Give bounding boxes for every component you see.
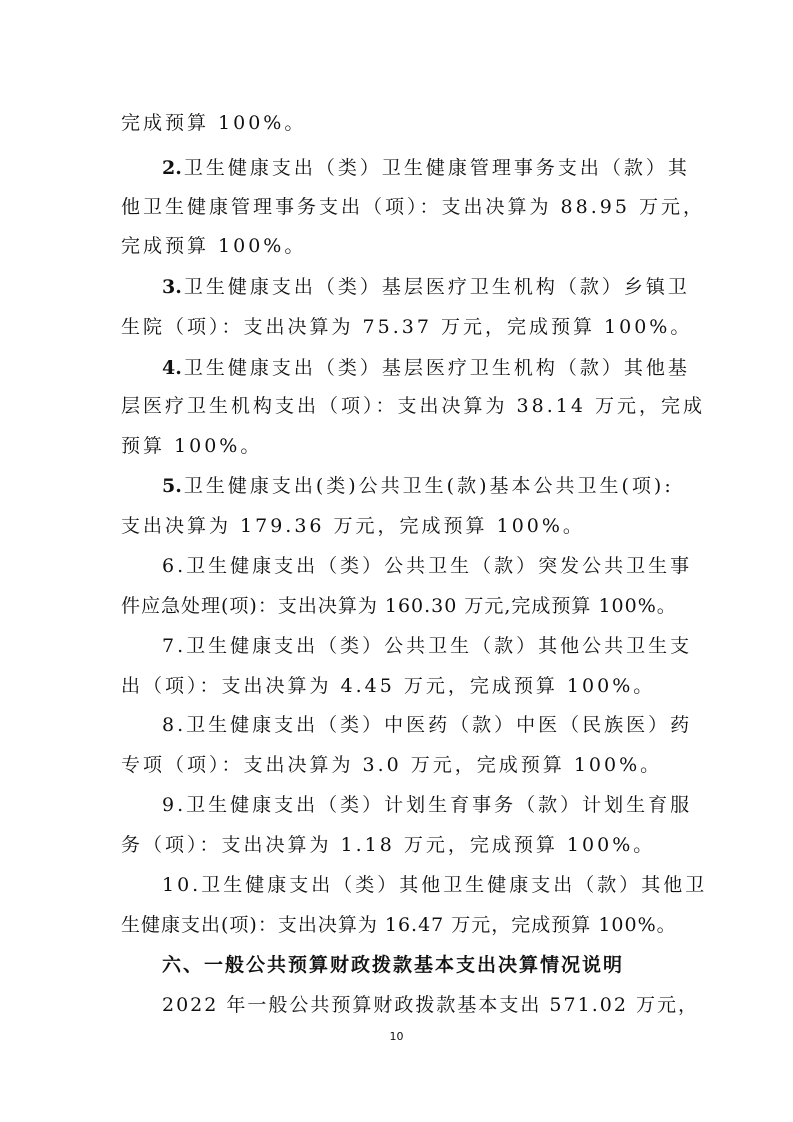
paragraph-10-line-2: 生健康支出(项)：支出决算为 16.47 万元，完成预算 100%。 — [121, 914, 677, 936]
text-line: 完成预算 100%。 — [121, 112, 307, 134]
item-number: 4. — [162, 357, 182, 379]
paragraph-3-line-1 — [162, 272, 690, 299]
paragraph-5-line-1 — [162, 471, 674, 498]
paragraph-2-line-2: 他卫生健康管理事务支出（项）：支出决算为 88.95 万元， — [121, 196, 705, 218]
item-number: 3. — [162, 276, 182, 298]
paragraph-4-line-3: 预算 100%。 — [121, 435, 263, 457]
paragraph-7-line-1: 7.卫生健康支出（类）公共卫生（款）其他公共卫生支 — [162, 635, 693, 657]
paragraph-7-line-2: 出（项）：支出决算为 4.45 万元，完成预算 100%。 — [121, 675, 656, 697]
paragraph-3-line-2: 生院（项）：支出决算为 75.37 万元，完成预算 100%。 — [121, 316, 693, 338]
paragraph-4-line-2: 层医疗卫生机构支出（项）：支出决算为 38.14 万元，完成 — [121, 395, 705, 417]
paragraph-10-line-1: 10.卫生健康支出（类）其他卫生健康支出（款）其他卫 — [162, 874, 708, 896]
text-span: 卫生健康支出(类)公共卫生(款)基本公共卫生(项): — [183, 475, 674, 497]
item-number: 2. — [162, 157, 182, 179]
paragraph-5-line-2: 支出决算为 179.36 万元，完成预算 100%。 — [121, 515, 585, 537]
paragraph-2-line-3: 完成预算 100%。 — [121, 235, 307, 257]
section-heading: 六、一般公共预算财政拨款基本支出决算情况说明 — [162, 954, 625, 976]
page-number: 10 — [389, 1030, 404, 1043]
paragraph-2-line-1 — [162, 153, 690, 180]
paragraph-6-line-1: 6.卫生健康支出（类）公共卫生（款）突发公共卫生事 — [162, 555, 693, 577]
item-number: 5. — [162, 475, 182, 497]
paragraph-9-line-1: 9.卫生健康支出（类）计划生育事务（款）计划生育服 — [162, 794, 693, 816]
paragraph-8-line-1: 8.卫生健康支出（类）中医药（款）中医（民族医）药 — [162, 714, 693, 736]
text-span: 卫生健康支出（类）卫生健康管理事务支出（款）其 — [183, 157, 690, 179]
text-span: 卫生健康支出（类）基层医疗卫生机构（款）乡镇卫 — [183, 276, 690, 298]
paragraph-4-line-1 — [162, 353, 690, 380]
paragraph-9-line-2: 务（项）：支出决算为 1.18 万元，完成预算 100%。 — [121, 834, 656, 856]
paragraph-6-line-2: 件应急处理(项)：支出决算为 160.30 万元,完成预算 100%。 — [121, 595, 677, 617]
paragraph-8-line-2: 专项（项）：支出决算为 3.0 万元，完成预算 100%。 — [121, 754, 663, 776]
text-span: 卫生健康支出（类）基层医疗卫生机构（款）其他基 — [183, 357, 690, 379]
paragraph-text: 2022 年一般公共预算财政拨款基本支出 571.02 万元， — [162, 994, 699, 1016]
